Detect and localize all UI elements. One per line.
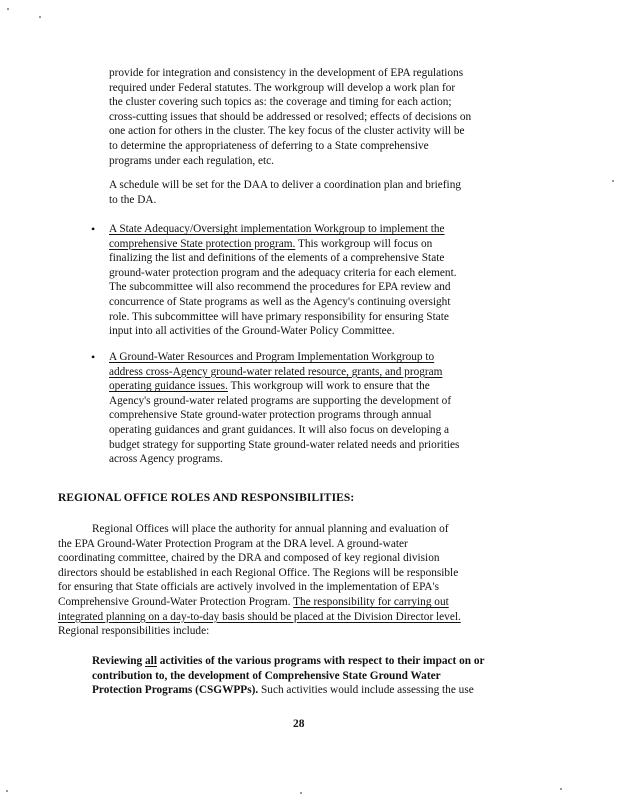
workgroup-title: A Ground-Water Resources and Program Implementation Workgroup to <box>109 351 435 363</box>
section-heading: REGIONAL OFFICE ROLES AND RESPONSIBILITIES: <box>58 492 355 504</box>
scan-speck <box>6 790 8 792</box>
workgroup-title: operating guidance issues. <box>109 380 228 393</box>
text-line: ground-water protection program and the adequacy criteria for each element. <box>109 266 457 279</box>
text-line: coordinating committee, chaired by the DRA and composed of key regional division <box>58 552 440 565</box>
paragraph-regional-offices <box>58 522 461 639</box>
text-line: the EPA Ground-Water Protection Program at the DRA level. A ground-water <box>58 537 408 550</box>
bold-text: contribution to, the development of Comprehensive State Ground Water <box>92 669 441 682</box>
text-line: for ensuring that State officials are actively involved in the implementation of EPA's <box>58 581 440 594</box>
text-fragment: Such activities would include assessing the use <box>258 684 474 697</box>
text-line: finalizing the list and definitions of the elements of a comprehensive State <box>109 252 445 265</box>
text-fragment: Comprehensive Ground-Water Protection Program. <box>58 595 294 608</box>
scan-speck <box>300 792 302 794</box>
scan-speck <box>560 788 562 790</box>
text-line: concurrence of State programs as well as the Agency's continuing oversight <box>109 295 451 308</box>
bold-underlined-word: all <box>145 655 157 667</box>
text-line: one action for others in the cluster. The key focus of the cluster activity will be <box>109 125 465 138</box>
text-line: Regional responsibilities include: <box>58 625 210 638</box>
bullet-ground-water-resources-workgroup <box>109 350 459 467</box>
text-line: comprehensive State ground-water protection programs through annual <box>109 409 432 422</box>
bullet-dot: • <box>91 350 96 364</box>
workgroup-title: address cross-Agency ground-water related resource, grants, and program <box>109 365 443 378</box>
text-line: role. This subcommittee will have primary responsibility for ensuring State <box>109 310 449 323</box>
text-line: A schedule will be set for the DAA to deliver a coordination plan and briefing <box>109 179 461 191</box>
workgroup-title: comprehensive State protection program. <box>109 237 296 250</box>
text-fragment: This workgroup will focus on <box>295 237 433 250</box>
text-line: to determine the appropriateness of deferring to a State comprehensive <box>109 139 429 152</box>
underlined-statement: The responsibility for carrying out <box>293 595 449 608</box>
text-line: Agency's ground-water related programs are supporting the development of <box>109 394 452 407</box>
text-line: across Agency programs. <box>109 453 223 466</box>
text-line: to the DA. <box>109 193 157 206</box>
bullet-state-adequacy-workgroup <box>109 222 457 339</box>
paragraph-cluster-workplan <box>109 66 471 168</box>
bullet-dot: • <box>91 222 96 236</box>
text-line: programs under each regulation, etc. <box>109 154 274 167</box>
bold-text: activities of the various programs with respect to their impact on or <box>156 655 485 667</box>
bold-text: Reviewing <box>92 655 146 667</box>
scan-speck <box>39 16 41 18</box>
page-number: 28 <box>293 718 305 730</box>
text-line: input into all activities of the Ground-Water Policy Committee. <box>109 325 395 338</box>
text-line: directors should be established in each Regional Office. The Regions will be responsible <box>58 566 459 579</box>
text-line: provide for integration and consistency in the development of EPA regulations <box>109 67 464 79</box>
text-line: The subcommittee will also recommend the procedures for EPA review and <box>109 281 451 294</box>
text-fragment: This workgroup will work to ensure that the <box>227 380 430 393</box>
scan-speck <box>7 8 9 10</box>
paragraph-schedule <box>109 178 461 207</box>
text-line: the cluster covering such topics as: the coverage and timing for each action; <box>109 96 452 109</box>
text-line: operating guidances and grant guidances. It will also focus on developing a <box>109 423 450 436</box>
underlined-statement: integrated planning on a day-to-day basis should be placed at the Division Director level. <box>58 610 461 623</box>
bold-text: Protection Programs (CSGWPPs). <box>92 684 259 697</box>
paragraph-reviewing-activities <box>92 654 485 698</box>
text-line: cross-cutting issues that should be addressed or resolved; effects of decisions on <box>109 110 472 123</box>
text-line: budget strategy for supporting State ground-water related needs and priorities <box>109 438 460 451</box>
text-line: Regional Offices will place the authority for annual planning and evaluation of <box>92 523 449 535</box>
text-line: required under Federal statutes. The workgroup will develop a work plan for <box>109 81 456 94</box>
scan-speck <box>612 180 614 182</box>
workgroup-title: A State Adequacy/Oversight implementation Workgroup to implement the <box>109 223 445 235</box>
